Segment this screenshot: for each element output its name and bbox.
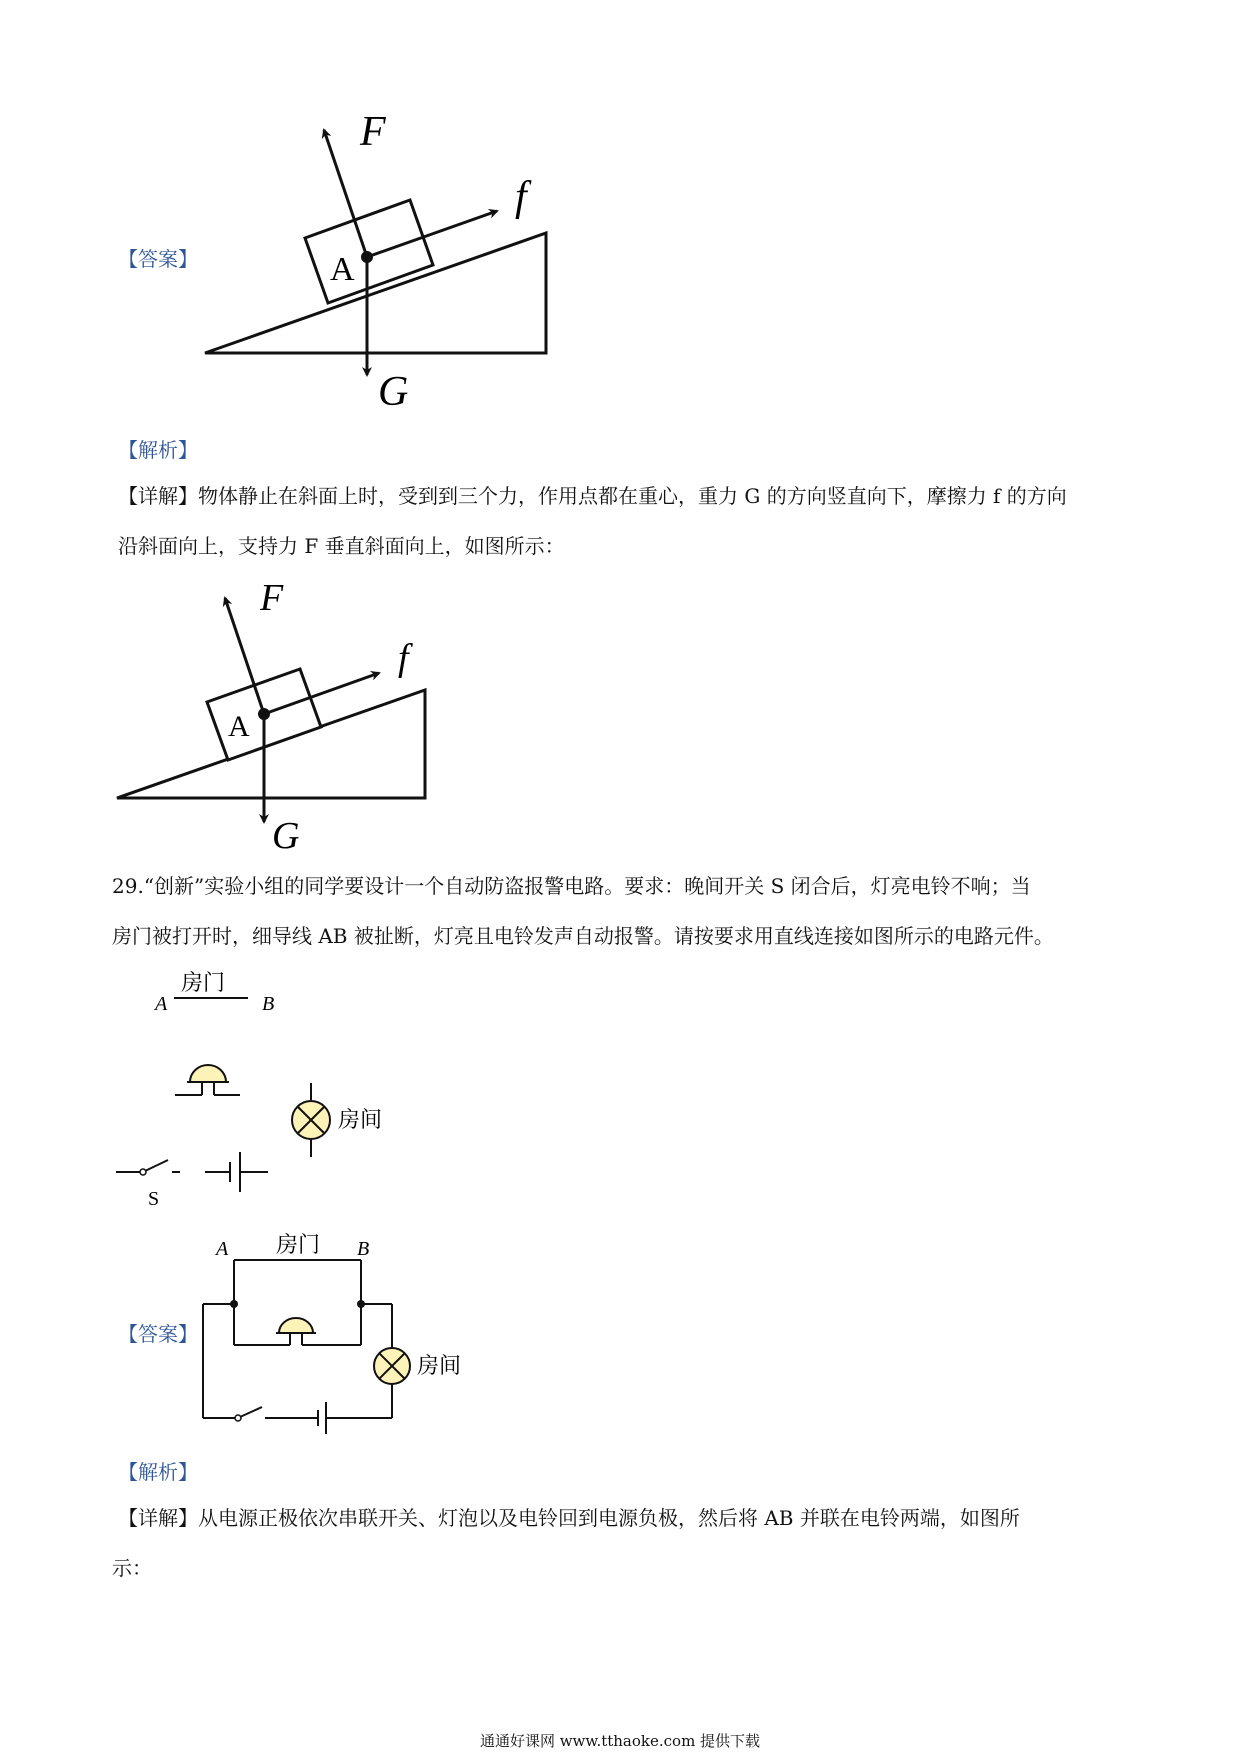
detail-paragraph-line1: 【详解】物体静止在斜面上时，受到到三个力，作用点都在重心，重力 G 的方向竖直向下，摩擦力 f 的方向 xyxy=(118,484,1067,508)
force-F-label: F xyxy=(360,109,386,155)
svg-text:A: A xyxy=(155,993,168,1015)
alarm-circuit-answer-diagram xyxy=(190,1225,480,1435)
svg-text:房门: 房门 xyxy=(181,970,226,995)
q29-number: 29. xyxy=(112,874,144,898)
svg-text:F: F xyxy=(260,577,284,619)
q29-detail-tag: 【详解】 xyxy=(118,1506,198,1530)
svg-text:B: B xyxy=(262,993,275,1015)
svg-text:房间: 房间 xyxy=(338,1107,383,1132)
answer-tag: 【答案】 xyxy=(118,247,198,271)
svg-text:S: S xyxy=(148,1188,160,1210)
svg-text:A: A xyxy=(216,1238,229,1260)
q29-analysis-tag: 【解析】 xyxy=(118,1460,198,1484)
q29-stem-line1: 29.“创新”实验小组的同学要设计一个自动防盗报警电路。要求：晚间开关 S 闭合后，灯亮电铃不响；当 xyxy=(112,874,1031,898)
circuit-components-figure xyxy=(110,960,410,1210)
svg-text:f: f xyxy=(398,637,409,679)
switch-icon xyxy=(116,1160,180,1175)
force-f-label: f xyxy=(515,174,527,220)
svg-text:A: A xyxy=(228,710,250,743)
q29-answer-tag: 【答案】 xyxy=(118,1322,198,1346)
q29-detail-line1: 【详解】从电源正极依次串联开关、灯泡以及电铃回到电源负极，然后将 AB 并联在电铃两端，如图所 xyxy=(118,1506,1020,1530)
force-G-label: G xyxy=(378,369,409,415)
detail-tag: 【详解】 xyxy=(118,484,198,508)
q29-detail-line2: 示： xyxy=(112,1556,152,1580)
bell-icon xyxy=(175,1065,240,1095)
incline-force-diagram-answer xyxy=(190,95,570,425)
lamp-icon xyxy=(292,1083,330,1157)
q29-stem-line2: 房门被打开时，细导线 AB 被扯断，灯亮且电铃发声自动报警。请按要求用直线连接如图所示的电路元件。 xyxy=(112,924,1054,948)
page-footer: 通通好课网 www.tthaoke.com 提供下载 xyxy=(479,1732,761,1750)
svg-text:B: B xyxy=(357,1238,370,1260)
detail-paragraph-line2: 沿斜面向上，支持力 F 垂直斜面向上，如图所示： xyxy=(118,534,565,558)
analysis-tag: 【解析】 xyxy=(118,438,198,462)
block-label: A xyxy=(330,251,355,288)
incline-force-diagram-explanation xyxy=(110,565,450,855)
svg-text:房间: 房间 xyxy=(417,1353,462,1378)
battery-icon xyxy=(205,1152,268,1192)
svg-text:G: G xyxy=(272,815,300,855)
svg-text:房门: 房门 xyxy=(276,1232,321,1257)
